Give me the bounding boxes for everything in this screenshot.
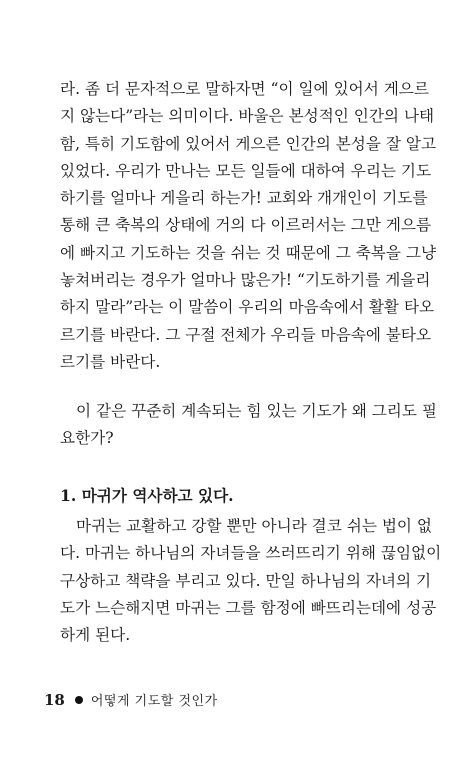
paragraph-1: [60, 76, 437, 376]
text-line: 라. 좀 더 문자적으로 말하자면 “이 일에 있어서 게으르: [60, 80, 429, 98]
text-line: 르기를 바란다. 그 구절 전체가 우리들 마음속에 불타오: [60, 325, 432, 344]
section-heading: 1. 마귀가 역사하고 있다.: [60, 486, 234, 505]
running-title: 어떻게 기도할 것인가: [90, 694, 218, 709]
text-line: 놓쳐버리는 경우가 얼마나 많은가! “기도하기를 게을리: [60, 271, 431, 290]
text-line: 도가 느슨해지면 마귀는 그를 함정에 빠뜨리는데에 성공: [60, 598, 437, 617]
text-line: 구상하고 책략을 부리고 있다. 만일 하나님의 자녀의 기: [60, 571, 432, 590]
text-line: 함, 특히 기도함에 있어서 게으른 인간의 본성을 잘 알고: [60, 134, 437, 153]
page-footer: [44, 690, 218, 709]
page-number: 18: [44, 690, 65, 709]
text-line: 르기를 바란다.: [60, 352, 161, 371]
text-line: 하기를 얼마나 게을리 하는가! 교회와 개개인이 기도를: [60, 189, 428, 208]
text-line: 통해 큰 축복의 상태에 거의 다 이르러서는 그만 게으름: [60, 216, 432, 235]
bullet-icon: [75, 696, 83, 704]
text-line: 있었다. 우리가 만나는 모든 일들에 대하여 우리는 기도: [60, 161, 432, 180]
text-line: 요한가?: [60, 429, 114, 448]
text-line: 다. 마귀는 하나님의 자녀들을 쓰러뜨리기 위해 끊임없이: [60, 544, 442, 563]
text-line: 지 않는다”라는 의미이다. 바울은 본성적인 인간의 나태: [60, 107, 435, 126]
paragraph-2: [60, 398, 437, 453]
text-line: 에 빠지고 기도하는 것을 쉬는 것 때문에 그 축복을 그냥: [60, 243, 437, 262]
paragraph-3: [60, 513, 442, 649]
text-line: 하게 된다.: [60, 626, 131, 645]
text-line: 마귀는 교활하고 강할 뿐만 아니라 결코 쉬는 법이 없: [76, 517, 432, 535]
text-line: 이 같은 꾸준히 계속되는 힘 있는 기도가 왜 그리도 필: [76, 402, 437, 420]
text-line: 하지 말라”라는 이 말씀이 우리의 마음속에서 활활 타오: [60, 298, 435, 317]
